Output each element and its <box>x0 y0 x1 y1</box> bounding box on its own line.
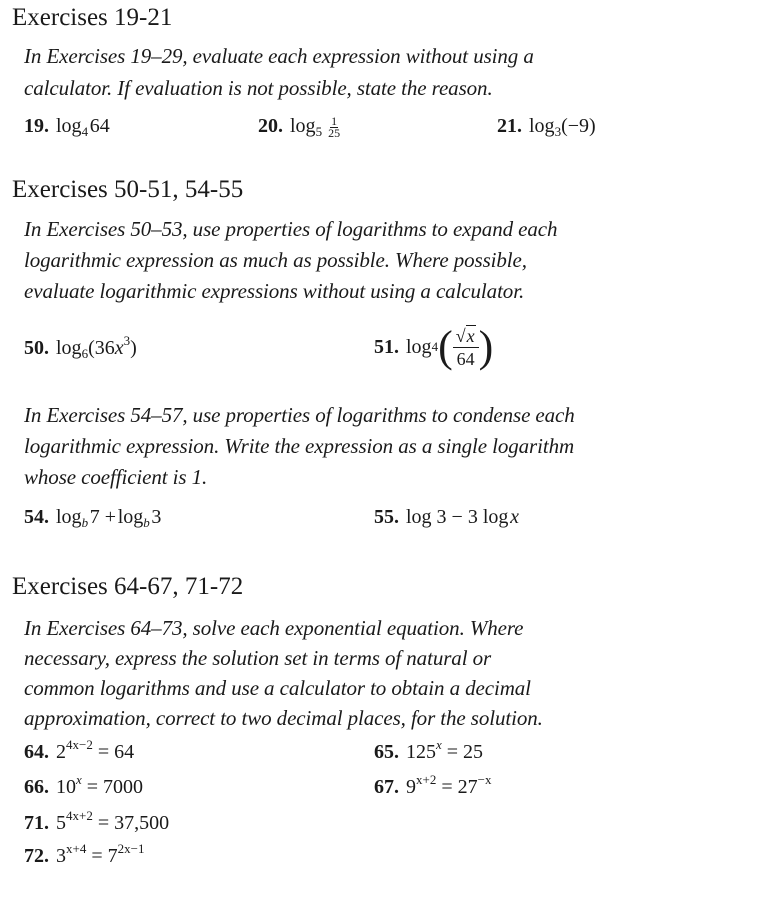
exercise-66: 66. 10$^x$ = 7000 <box>24 772 144 798</box>
instruction-text: In Exercises 54–57, use properties of logarithms to condense each <box>24 403 575 427</box>
exercise-number: 51. <box>374 335 399 358</box>
instruction-text: approximation, correct to two decimal places, for the solution. <box>24 706 543 730</box>
exercise-50: 50. $\log_6(36x^3)$ <box>24 333 137 361</box>
fraction: √x 64 <box>453 325 479 370</box>
exercise-number: 21. <box>497 115 522 137</box>
instruction-text: common logarithms and use a calculator to obtain a decimal <box>24 676 531 700</box>
exercise-65: 65. 125$^x$ = 25 <box>374 737 484 763</box>
instruction-text: logarithmic expression. Write the expression as a single logarithm <box>24 434 575 458</box>
instruction-text: In Exercises 64–73, solve each exponential equation. Where <box>24 616 524 640</box>
exercise-54: 54. $\log_b$ 7 + $\log_b$ 3 <box>24 506 162 530</box>
exercise-number: 72. <box>24 845 49 867</box>
exercise-number: 71. <box>24 812 49 834</box>
exercise-number: 19. <box>24 115 49 137</box>
instruction-text: In Exercises 19–29, evaluate each expression without using a <box>24 44 534 68</box>
fraction: $\frac{1}{25}$ <box>328 113 341 140</box>
exercise-67: 67. $9^{x+2} = 27^{-x}$ <box>374 772 492 798</box>
exercise-number: 67. <box>374 776 399 798</box>
exercise-number: 66. <box>24 776 49 798</box>
exercise-number: 55. <box>374 506 399 528</box>
exercise-number: 64. <box>24 741 49 763</box>
exercise-number: 20. <box>258 115 283 137</box>
instruction-text: logarithmic expression as much as possible. Where possible, <box>24 248 527 272</box>
exercise-55: 55. log 3 − 3 log x <box>374 506 519 528</box>
section-heading: Exercises 50-51, 54-55 <box>12 176 244 203</box>
exercise-number: 54. <box>24 506 49 528</box>
exercise-20: 20. $\log_5$ $\frac{1}{25}$ <box>258 113 341 140</box>
exercise-64: 64. $2^{4x-2} = 64$ <box>24 737 135 763</box>
exercise-19: 19. $\log_4$ 64 <box>24 115 110 139</box>
exercise-72: 72. $3^{x+4} = 7^{2x-1}$ <box>24 841 145 867</box>
exercise-71: 71. $5^{4x+2} = 37,500$ <box>24 808 170 834</box>
instruction-text: In Exercises 50–53, use properties of logarithms to expand each <box>24 217 558 241</box>
exercise-number: 50. <box>24 337 49 359</box>
exercise-number: 65. <box>374 741 399 763</box>
instruction-text: necessary, express the solution set in terms of natural or <box>24 646 492 670</box>
instruction-text: whose coefficient is 1. <box>24 465 208 489</box>
instruction-text: calculator. If evaluation is not possible, state the reason. <box>24 76 493 100</box>
section-heading: Exercises 19-21 <box>12 4 173 31</box>
exercise-51: 51. log 4 ( √x 64 ) <box>374 322 494 371</box>
section-heading: Exercises 64-67, 71-72 <box>12 573 244 600</box>
instruction-text: evaluate logarithmic expressions without using a calculator. <box>24 279 525 303</box>
exercise-21: 21. $\log_3(-9)$ <box>497 115 596 139</box>
